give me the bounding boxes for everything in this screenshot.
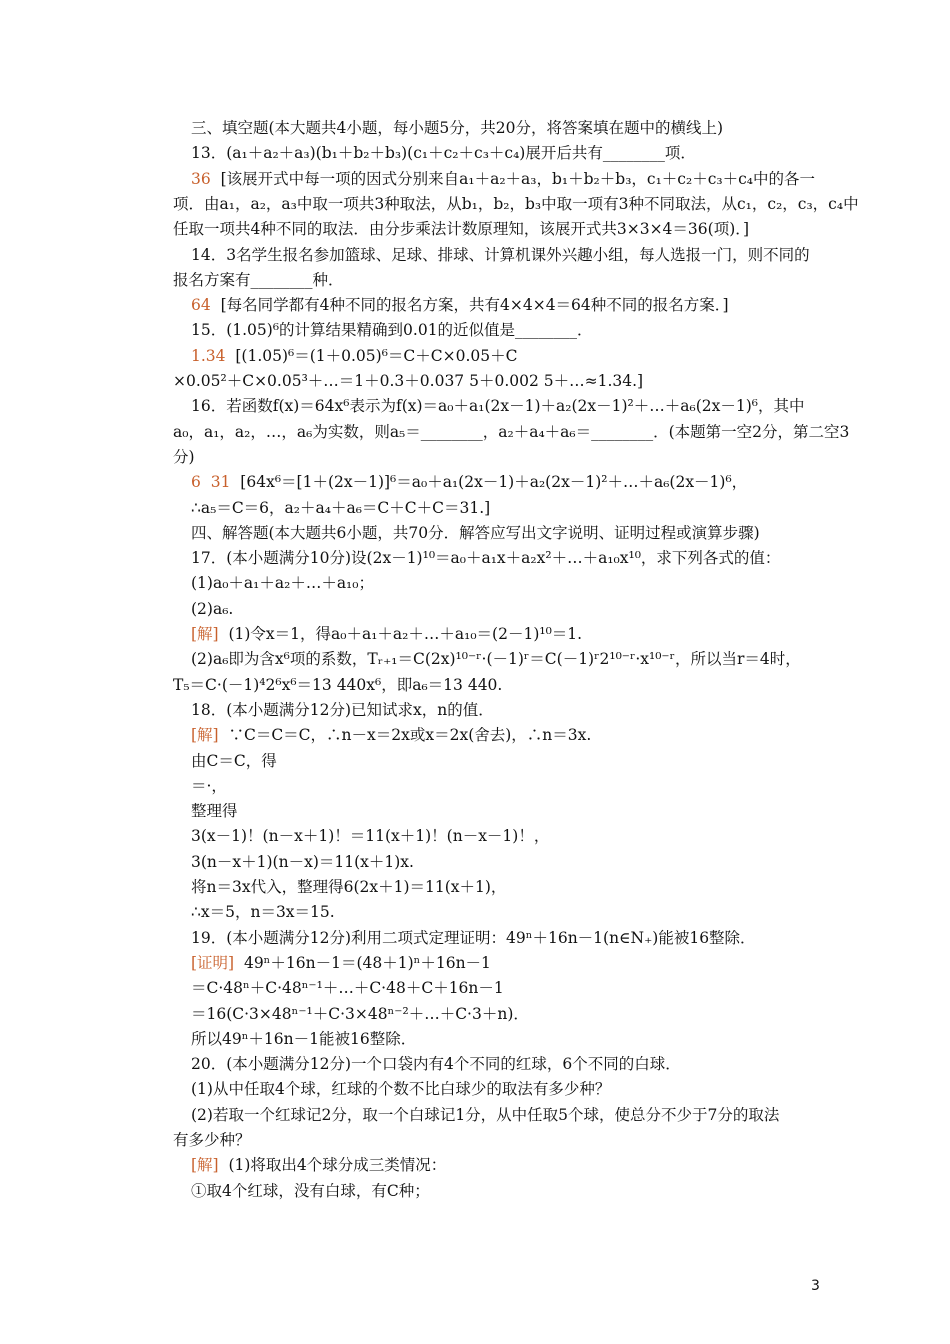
line-text: (2)a₆.	[191, 599, 234, 618]
line-text: ∴x＝5，n＝3x＝15.	[191, 903, 335, 922]
text-line	[191, 776, 227, 796]
text-line	[173, 675, 502, 695]
line-text: 16．若函数f(x)＝64x⁶表示为f(x)＝a₀＋a₁(2x－1)＋a₂(2x－1)²＋…＋a₆(2x－1)⁶，其中	[191, 397, 805, 416]
line-text: 所以49ⁿ＋16n－1能被16整除．	[191, 1029, 417, 1048]
text-line	[191, 1181, 430, 1201]
line-text: ①取4个红球，没有白球，有C种；	[191, 1181, 430, 1200]
line-text: 3(x－1)！(n－x＋1)！＝11(x＋1)！(n－x－1)！，	[191, 827, 550, 846]
line-text: 49ⁿ＋16n－1＝(48＋1)ⁿ＋16n－1	[234, 953, 491, 972]
line-text: 报名方案有________种．	[173, 270, 344, 289]
text-line	[191, 498, 490, 518]
line-text: 20．(本小题满分12分)一个口袋内有4个不同的红球，6个不同的白球．	[191, 1055, 681, 1074]
line-text: ＝16(C·3×48ⁿ⁻¹＋C·3×48ⁿ⁻²＋…＋C·3＋n)．	[191, 1004, 529, 1023]
line-text: 19．(本小题满分12分)利用二项式定理证明：49ⁿ＋16n－1(n∈N₊)能被16整除．	[191, 928, 756, 947]
text-line	[173, 270, 344, 290]
text-line	[191, 1004, 529, 1024]
answer-label: 6 31	[191, 473, 231, 492]
line-text: [64x⁶＝[1＋(2x－1)]⁶＝a₀＋a₁(2x－1)＋a₂(2x－1)²＋…＋a₆(2x－1)⁶，	[230, 473, 748, 492]
line-text: [(1.05)⁶＝(1＋0.05)⁶＝C＋C×0.05＋C	[225, 346, 518, 365]
text-line	[191, 599, 233, 619]
text-line	[191, 877, 506, 897]
answer-label: 64	[191, 296, 211, 315]
text-line	[191, 1079, 610, 1099]
text-line	[191, 1155, 446, 1175]
text-line	[173, 194, 859, 214]
text-line	[191, 1054, 681, 1074]
text-line	[191, 548, 780, 568]
text-line	[173, 371, 643, 391]
line-text: (1)a₀＋a₁＋a₂＋…＋a₁₀；	[191, 574, 374, 593]
line-text: (2)a₆即为含x⁶项的系数，Tᵣ₊₁＝C(2x)¹⁰⁻ʳ·(－1)ʳ＝C(－1)ʳ2¹⁰⁻ʳ·x¹⁰⁻ʳ，所以当r＝4时，	[191, 650, 801, 669]
text-line	[191, 649, 801, 669]
line-text: ∴a₅＝C＝6，a₂＋a₄＋a₆＝C＋C＋C＝31.]	[191, 498, 491, 517]
answer-label: 36	[191, 169, 211, 188]
line-text: [每名同学都有4种不同的报名方案，共有4×4×4＝64种不同的报名方案．]	[210, 296, 729, 315]
text-line	[191, 573, 374, 593]
line-text: ＝C·48ⁿ＋C·48ⁿ⁻¹＋…＋C·48＋C＋16n－1	[191, 979, 504, 998]
text-line	[191, 320, 593, 340]
line-text: 任取一项共4种不同的取法．由分步乘法计数原理知，该展开式共3×3×4＝36(项)．]	[173, 220, 750, 239]
answer-label: [解]	[191, 625, 219, 643]
line-text: 三、填空题(本大题共4小题，每小题5分，共20分，将答案填在题中的横线上)	[191, 119, 724, 137]
line-text: 15．(1.05)⁶的计算结果精确到0.01的近似值是________．	[191, 321, 593, 340]
line-text: 将n＝3x代入，整理得6(2x＋1)＝11(x＋1)，	[191, 878, 507, 896]
text-line	[191, 624, 582, 644]
page-number: 3	[811, 1278, 820, 1294]
text-line	[191, 902, 335, 922]
line-text: ∵C＝C＝C，∴n－x＝2x或x＝2x(舍去)，∴n＝3x.	[218, 726, 592, 745]
line-text: T₅＝C·(－1)⁴2⁶x⁶＝13 440x⁶，即a₆＝13 440.	[173, 675, 503, 694]
line-text: ＝·，	[191, 776, 227, 795]
text-line	[191, 346, 518, 366]
text-line	[191, 852, 414, 872]
text-line	[191, 295, 729, 315]
answer-label: [证明]	[191, 953, 235, 972]
text-line	[191, 523, 760, 543]
line-text: 四、解答题(本大题共6小题，共70分．解答应写出文字说明、证明过程或演算步骤)	[191, 523, 760, 542]
text-line	[173, 1130, 251, 1150]
text-line	[191, 928, 756, 948]
answer-label: [解]	[191, 1156, 219, 1175]
line-text: 分)	[173, 447, 195, 466]
text-line	[191, 169, 815, 189]
text-line	[191, 953, 491, 973]
line-text: 17．(本小题满分10分)设(2x－1)¹⁰＝a₀＋a₁x＋a₂x²＋…＋a₁₀x¹⁰，求下列各式的值：	[191, 549, 781, 568]
text-line	[191, 396, 804, 416]
line-text: (2)若取一个红球记2分，取一个白球记1分，从中任取5个球，使总分不少于7分的取法	[191, 1105, 780, 1124]
text-line	[191, 725, 591, 745]
text-line	[191, 143, 696, 163]
text-line	[191, 472, 747, 492]
text-line	[191, 751, 277, 771]
line-text: 由C＝C，得	[191, 751, 277, 770]
text-line	[191, 118, 723, 138]
line-text: 项．由a₁，a₂，a₃中取一项共3种取法，从b₁，b₂，b₃中取一项有3种不同取法，从c₁，c₂，c₃，c₄中	[173, 194, 859, 213]
line-text: (1)将取出4个球分成三类情况：	[218, 1156, 447, 1175]
line-text: 有多少种？	[173, 1131, 251, 1149]
line-text: 14．3名学生报名参加篮球、足球、排球、计算机课外兴趣小组，每人选报一门，则不同的	[191, 245, 810, 264]
line-text: [该展开式中每一项的因式分别来自a₁＋a₂＋a₃，b₁＋b₂＋b₃，c₁＋c₂＋c₃＋c₄中的各一	[210, 169, 815, 188]
text-line	[191, 1029, 416, 1049]
text-line	[191, 700, 494, 720]
line-text: ×0.05²＋C×0.05³＋…＝1＋0.3＋0.037 5＋0.002 5＋…≈1.34.]	[173, 372, 644, 390]
line-text: 18．(本小题满分12分)已知试求x，n的值．	[191, 700, 494, 719]
line-text: 3(n－x＋1)(n－x)＝11(x＋1)x.	[191, 852, 414, 871]
line-text: 整理得	[191, 802, 238, 821]
answer-label: 1.34	[191, 346, 226, 365]
text-line	[191, 826, 549, 846]
text-line	[191, 245, 810, 265]
text-line	[191, 1105, 779, 1125]
text-line	[173, 422, 849, 442]
text-line	[191, 978, 504, 998]
answer-label: [解]	[191, 726, 219, 745]
text-line	[173, 219, 749, 239]
line-text: a₀，a₁，a₂，…，a₆为实数，则a₅＝________，a₂＋a₄＋a₆＝________．(本题第一空2分，第二空3	[173, 422, 850, 441]
line-text: (1)令x＝1，得a₀＋a₁＋a₂＋…＋a₁₀＝(2－1)¹⁰＝1.	[218, 625, 583, 643]
line-text: 13．(a₁＋a₂＋a₃)(b₁＋b₂＋b₃)(c₁＋c₂＋c₃＋c₄)展开后共有________项．	[191, 144, 696, 163]
text-line	[191, 801, 238, 821]
text-line	[173, 447, 195, 467]
line-text: (1)从中任取4个球，红球的个数不比白球少的取法有多少种？	[191, 1080, 611, 1099]
